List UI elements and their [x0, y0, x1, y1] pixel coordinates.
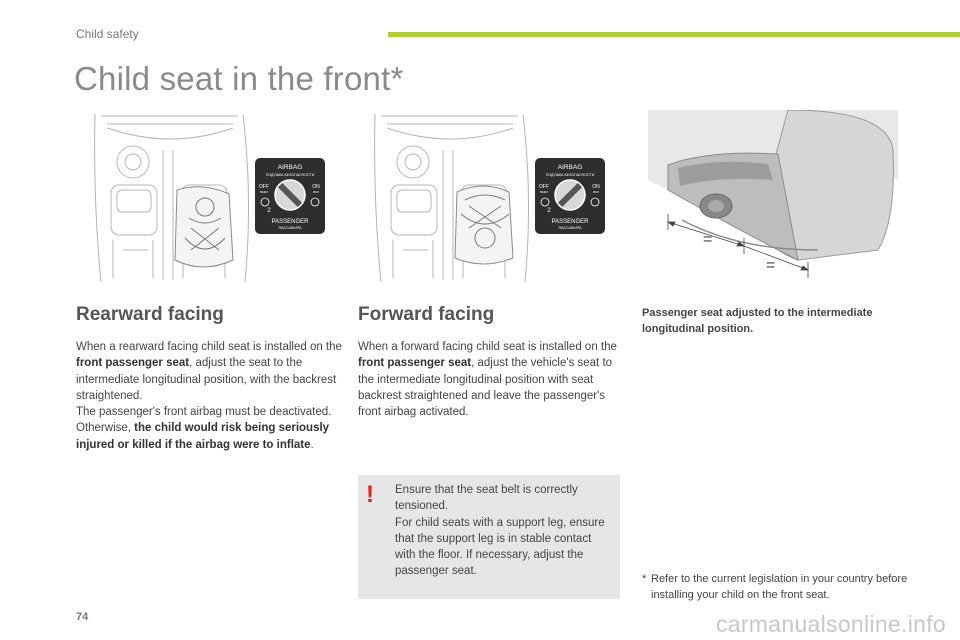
footnote-star: *: [642, 573, 647, 585]
airbag-label-ru: ПОДУШКА БЕЗОПАСНОСТИ: [265, 173, 315, 177]
on-label-ru: ВКЛ: [313, 190, 319, 194]
passenger-label: PASSENGER: [551, 219, 589, 225]
panel-number: 2: [547, 208, 551, 214]
forward-facing-heading: Forward facing: [358, 304, 495, 325]
watermark: carmanualsonline.info: [715, 611, 946, 637]
forward-facing-text: [358, 339, 623, 420]
forward-paragraph-1: [358, 339, 623, 420]
rearward-facing-illustration: [93, 110, 333, 284]
rearward-p2-text-end: .: [310, 438, 314, 451]
car-interior-forward-facing-drawing: [373, 110, 613, 284]
forward-p1-text: When a forward facing child seat is installed on the: [358, 341, 617, 353]
rearward-p2-bold: the child would risk being seriously injured or killed if the airbag were to inflate: [76, 422, 330, 451]
rearward-paragraph-2: [76, 404, 344, 453]
car-interior-rear-facing-drawing: [93, 110, 333, 284]
off-label: OFF: [259, 184, 269, 190]
off-label-ru: ВЫКЛ: [259, 190, 269, 194]
rearward-p1-bold: front passenger seat: [76, 357, 190, 370]
seat-position-caption: Passenger seat adjusted to the intermediate longitudinal position.: [642, 307, 873, 335]
forward-facing-illustration: [373, 110, 613, 284]
off-label: OFF: [539, 184, 549, 190]
equal-mark-front: =: [703, 231, 713, 248]
page-title: Child seat in the front*: [74, 60, 404, 97]
page-number: 74: [76, 611, 89, 623]
rearward-facing-heading: Rearward facing: [76, 304, 224, 325]
rearward-facing-text: [76, 339, 344, 453]
rearward-p1-text: When a rearward facing child seat is installed on the: [76, 341, 342, 353]
warning-text: [395, 482, 610, 580]
footnote: [642, 571, 922, 603]
on-label: ON: [312, 184, 320, 190]
warning-icon: !: [366, 481, 374, 508]
airbag-label: AIRBAG: [557, 164, 583, 171]
panel-number: 2: [267, 208, 271, 214]
seat-rail-drawing: [648, 110, 898, 284]
forward-p1-text-end: , adjust the vehicle's seat to the intermediate longitudinal position with seat backrest straightened and leave the passenger's front airbag activated.: [358, 357, 613, 419]
warning-line-1: Ensure that the seat belt is correctly tensioned.: [395, 484, 578, 513]
on-label: ON: [592, 184, 600, 190]
section-label: Child safety: [76, 27, 139, 41]
seat-position-illustration: [648, 110, 898, 284]
passenger-label-ru: ПАССАЖИРА: [278, 226, 302, 230]
footnote-text: Refer to the current legislation in your country before installing your child on the front seat.: [651, 573, 908, 601]
off-label-ru: ВЫКЛ: [539, 190, 549, 194]
passenger-label: PASSENGER: [271, 219, 309, 225]
airbag-switch-panel: [255, 158, 325, 234]
forward-p1-bold: front passenger seat: [358, 357, 472, 370]
passenger-label-ru: ПАССАЖИРА: [558, 226, 582, 230]
airbag-label-ru: ПОДУШКА БЕЗОПАСНОСТИ: [545, 173, 595, 177]
rearward-p1-text-end: , adjust the seat to the intermediate longitudinal position, with the backrest straightened.: [76, 357, 337, 402]
on-label-ru: ВКЛ: [593, 190, 599, 194]
warning-box: [358, 475, 620, 599]
airbag-switch-panel: [535, 158, 605, 234]
rearward-paragraph-1: [76, 339, 344, 404]
airbag-label: AIRBAG: [277, 164, 303, 171]
header-accent-bar: [388, 32, 960, 37]
rearward-p2-text: The passenger's front airbag must be deactivated. Otherwise,: [76, 406, 332, 435]
equal-mark-rear: =: [766, 257, 776, 274]
warning-line-2: For child seats with a support leg, ensure that the support leg is in stable contact with the floor. If necessary, adjust the passenger seat.: [395, 516, 605, 578]
